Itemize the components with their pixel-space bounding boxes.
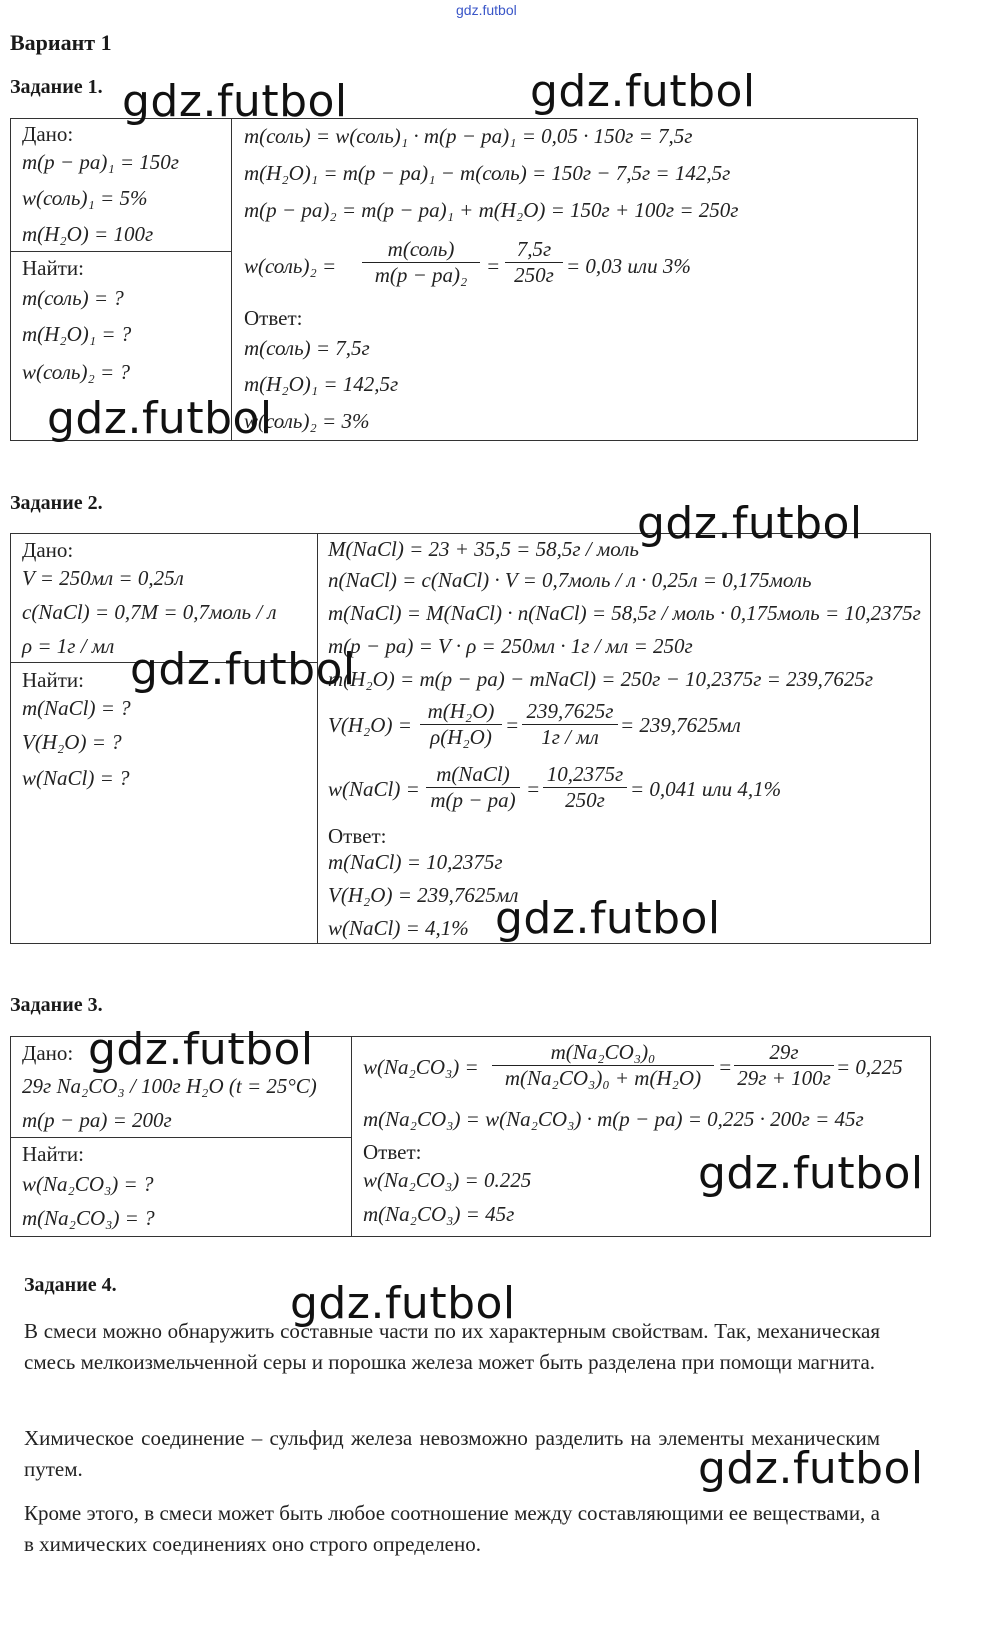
task3-fraction-result: = 0,225 — [836, 1055, 903, 1079]
task2-given-line: c(NaCl) = 0,7M = 0,7моль / л — [22, 600, 277, 624]
watermark: gdz.futbol — [130, 644, 356, 695]
fraction-denominator: 250г — [514, 263, 554, 287]
task2-solution-line: m(H₂O) = m(р − ра) − mNaCl) = 250г − 10,2375г = 239,7625г — [328, 667, 874, 691]
task2-fraction2-lhs: w(NaCl) = — [328, 777, 420, 801]
task2-divider — [317, 533, 318, 944]
fraction-numerator: m(H₂O) — [420, 699, 502, 725]
task1-find-line: w(соль)₂ = ? — [22, 360, 130, 384]
watermark: gdz.futbol — [88, 1024, 314, 1075]
task3-answer-label: Ответ: — [363, 1140, 422, 1164]
task1-fraction-lhs: w(соль)₂ = — [244, 254, 337, 278]
fraction-denominator: m(р − ра) — [430, 788, 516, 812]
task2-answer-line: V(H₂O) = 239,7625мл — [328, 883, 519, 907]
task3-answer-line: m(Na₂CO₃) = 45г — [363, 1202, 515, 1226]
fraction-denominator: ρ(H₂O) — [430, 725, 492, 749]
task1-given-label: Дано: — [22, 122, 74, 146]
watermark: gdz.futbol — [290, 1278, 516, 1329]
task1-given-line: m(р − ра)₁ = 150г — [22, 150, 179, 174]
task2-fraction1-lhs: V(H₂O) = — [328, 713, 412, 737]
task2-find-label: Найти: — [22, 668, 84, 692]
task2-solution-line: m(р − ра) = V · ρ = 250мл · 1г / мл = 250г — [328, 634, 693, 658]
task1-fraction-result: = 0,03 или 3% — [566, 254, 691, 278]
fraction-numerator: 10,2375г — [543, 762, 627, 788]
task2-given-line: ρ = 1г / мл — [22, 634, 115, 658]
task1-solution-line: m(р − ра)₂ = m(р − ра)₁ + m(H₂O) = 150г + 100г = 250г — [244, 198, 739, 222]
task3-given-line: m(р − ра) = 200г — [22, 1108, 172, 1132]
task2-find-line: w(NaCl) = ? — [22, 766, 130, 790]
watermark: gdz.futbol — [698, 1443, 924, 1494]
task3-title: Задание 3. — [10, 994, 103, 1016]
equals-sign: = — [486, 254, 501, 278]
fraction-denominator: m(р − ра)₂ — [374, 263, 468, 287]
fraction-denominator: 250г — [565, 788, 605, 812]
watermark: gdz.futbol — [122, 76, 348, 127]
task1-find-line: m(H₂O)₁ = ? — [22, 322, 132, 346]
task1-find-label: Найти: — [22, 256, 84, 280]
fraction-numerator: m(соль) — [362, 237, 480, 263]
task2-solution-line: m(NaCl) = M(NaCl) · n(NaCl) = 58,5г / моль · 0,175моль = 10,2375г — [328, 601, 921, 625]
task3-fraction-symbolic — [492, 1040, 714, 1091]
task2-given-label: Дано: — [22, 538, 74, 562]
task2-solution-line: M(NaCl) = 23 + 35,5 = 58,5г / моль — [328, 537, 639, 561]
task1-fraction-numeric — [505, 237, 563, 288]
fraction-denominator: 29г + 100г — [737, 1066, 831, 1090]
task2-fraction2-numeric — [543, 762, 627, 813]
task2-answer-line: w(NaCl) = 4,1% — [328, 916, 469, 940]
task3-fraction-numeric — [734, 1040, 834, 1091]
watermark: gdz.futbol — [530, 66, 756, 117]
task2-solution-line: n(NaCl) = c(NaCl) · V = 0,7моль / л · 0,25л = 0,175моль — [328, 568, 812, 592]
task1-fraction-symbolic — [362, 237, 480, 288]
task4-title: Задание 4. — [24, 1274, 117, 1296]
task4-paragraph: В смеси можно обнаружить составные части по их характерным свойствам. Так, механическая смесь мелкоизмельченной серы и порошка железа может быть разделена при помощи магнита. — [24, 1319, 880, 1374]
task1-given-line: m(H₂O) = 100г — [22, 222, 154, 246]
fraction-numerator: m(Na₂CO₃)₀ — [492, 1040, 714, 1066]
watermark: gdz.futbol — [495, 893, 721, 944]
task2-fraction1-result: = 239,7625мл — [620, 713, 741, 737]
site-header-link[interactable]: gdz.futbol — [456, 2, 517, 18]
fraction-numerator: 239,7625г — [522, 699, 618, 725]
task3-given-line: 29г Na₂CO₃ / 100г H₂O (t = 25°C) — [22, 1074, 317, 1098]
watermark: gdz.futbol — [47, 393, 273, 444]
task3-divider — [351, 1036, 352, 1237]
task1-title: Задание 1. — [10, 76, 103, 98]
task1-solution-line: m(H₂O)₁ = m(р − ра)₁ − m(соль) = 150г − 7,5г = 142,5г — [244, 161, 731, 185]
task1-answer-line: w(соль)₂ = 3% — [244, 409, 370, 433]
task2-find-line: V(H₂O) = ? — [22, 730, 122, 754]
task1-solution-line: m(соль) = w(соль)₁ · m(р − ра)₁ = 0,05 · 150г = 7,5г — [244, 124, 693, 148]
task1-given-separator — [10, 251, 231, 252]
task4-paragraph: Кроме этого, в смеси может быть любое соотношение между составляющими ее веществами, а в химических соединениях оно строго определено. — [24, 1501, 880, 1556]
task3-find-line: w(Na₂CO₃) = ? — [22, 1172, 154, 1196]
task3-find-line: m(Na₂CO₃) = ? — [22, 1206, 155, 1230]
task2-answer-label: Ответ: — [328, 824, 387, 848]
task2-answer-line: m(NaCl) = 10,2375г — [328, 850, 503, 874]
task1-answer-line: m(соль) = 7,5г — [244, 336, 370, 360]
task2-fraction2-result: = 0,041 или 4,1% — [630, 777, 782, 801]
task3-given-separator — [10, 1137, 351, 1138]
equals-sign: = — [718, 1055, 733, 1079]
task2-fraction1-symbolic — [420, 699, 502, 750]
task3-given-label: Дано: — [22, 1041, 74, 1065]
task1-answer-label: Ответ: — [244, 306, 303, 330]
watermark: gdz.futbol — [637, 498, 863, 549]
watermark: gdz.futbol — [698, 1148, 924, 1199]
task2-title: Задание 2. — [10, 492, 103, 514]
task1-given-line: w(соль)₁ = 5% — [22, 186, 148, 210]
equals-sign: = — [526, 777, 541, 801]
fraction-denominator: m(Na₂CO₃)₀ + m(H₂O) — [504, 1066, 702, 1090]
task2-find-line: m(NaCl) = ? — [22, 696, 131, 720]
fraction-denominator: 1г / мл — [541, 725, 599, 749]
task3-solution-line: m(Na₂CO₃) = w(Na₂CO₃) · m(р − ра) = 0,225 · 200г = 45г — [363, 1107, 864, 1131]
task2-given-line: V = 250мл = 0,25л — [22, 566, 184, 590]
task4-paragraph: Химическое соединение – сульфид железа невозможно разделить на элементы механическим путем. — [24, 1426, 880, 1481]
task2-fraction2-symbolic — [426, 762, 520, 813]
task3-find-label: Найти: — [22, 1142, 84, 1166]
task3-answer-line: w(Na₂CO₃) = 0.225 — [363, 1168, 532, 1192]
task1-find-line: m(соль) = ? — [22, 286, 124, 310]
fraction-numerator: 29г — [734, 1040, 834, 1066]
task2-fraction1-numeric — [522, 699, 618, 750]
fraction-numerator: 7,5г — [505, 237, 563, 263]
task3-fraction-lhs: w(Na₂CO₃) = — [363, 1055, 479, 1079]
equals-sign: = — [505, 713, 520, 737]
variant-title: Вариант 1 — [10, 30, 112, 55]
fraction-numerator: m(NaCl) — [426, 762, 520, 788]
task1-answer-line: m(H₂O)₁ = 142,5г — [244, 372, 399, 396]
